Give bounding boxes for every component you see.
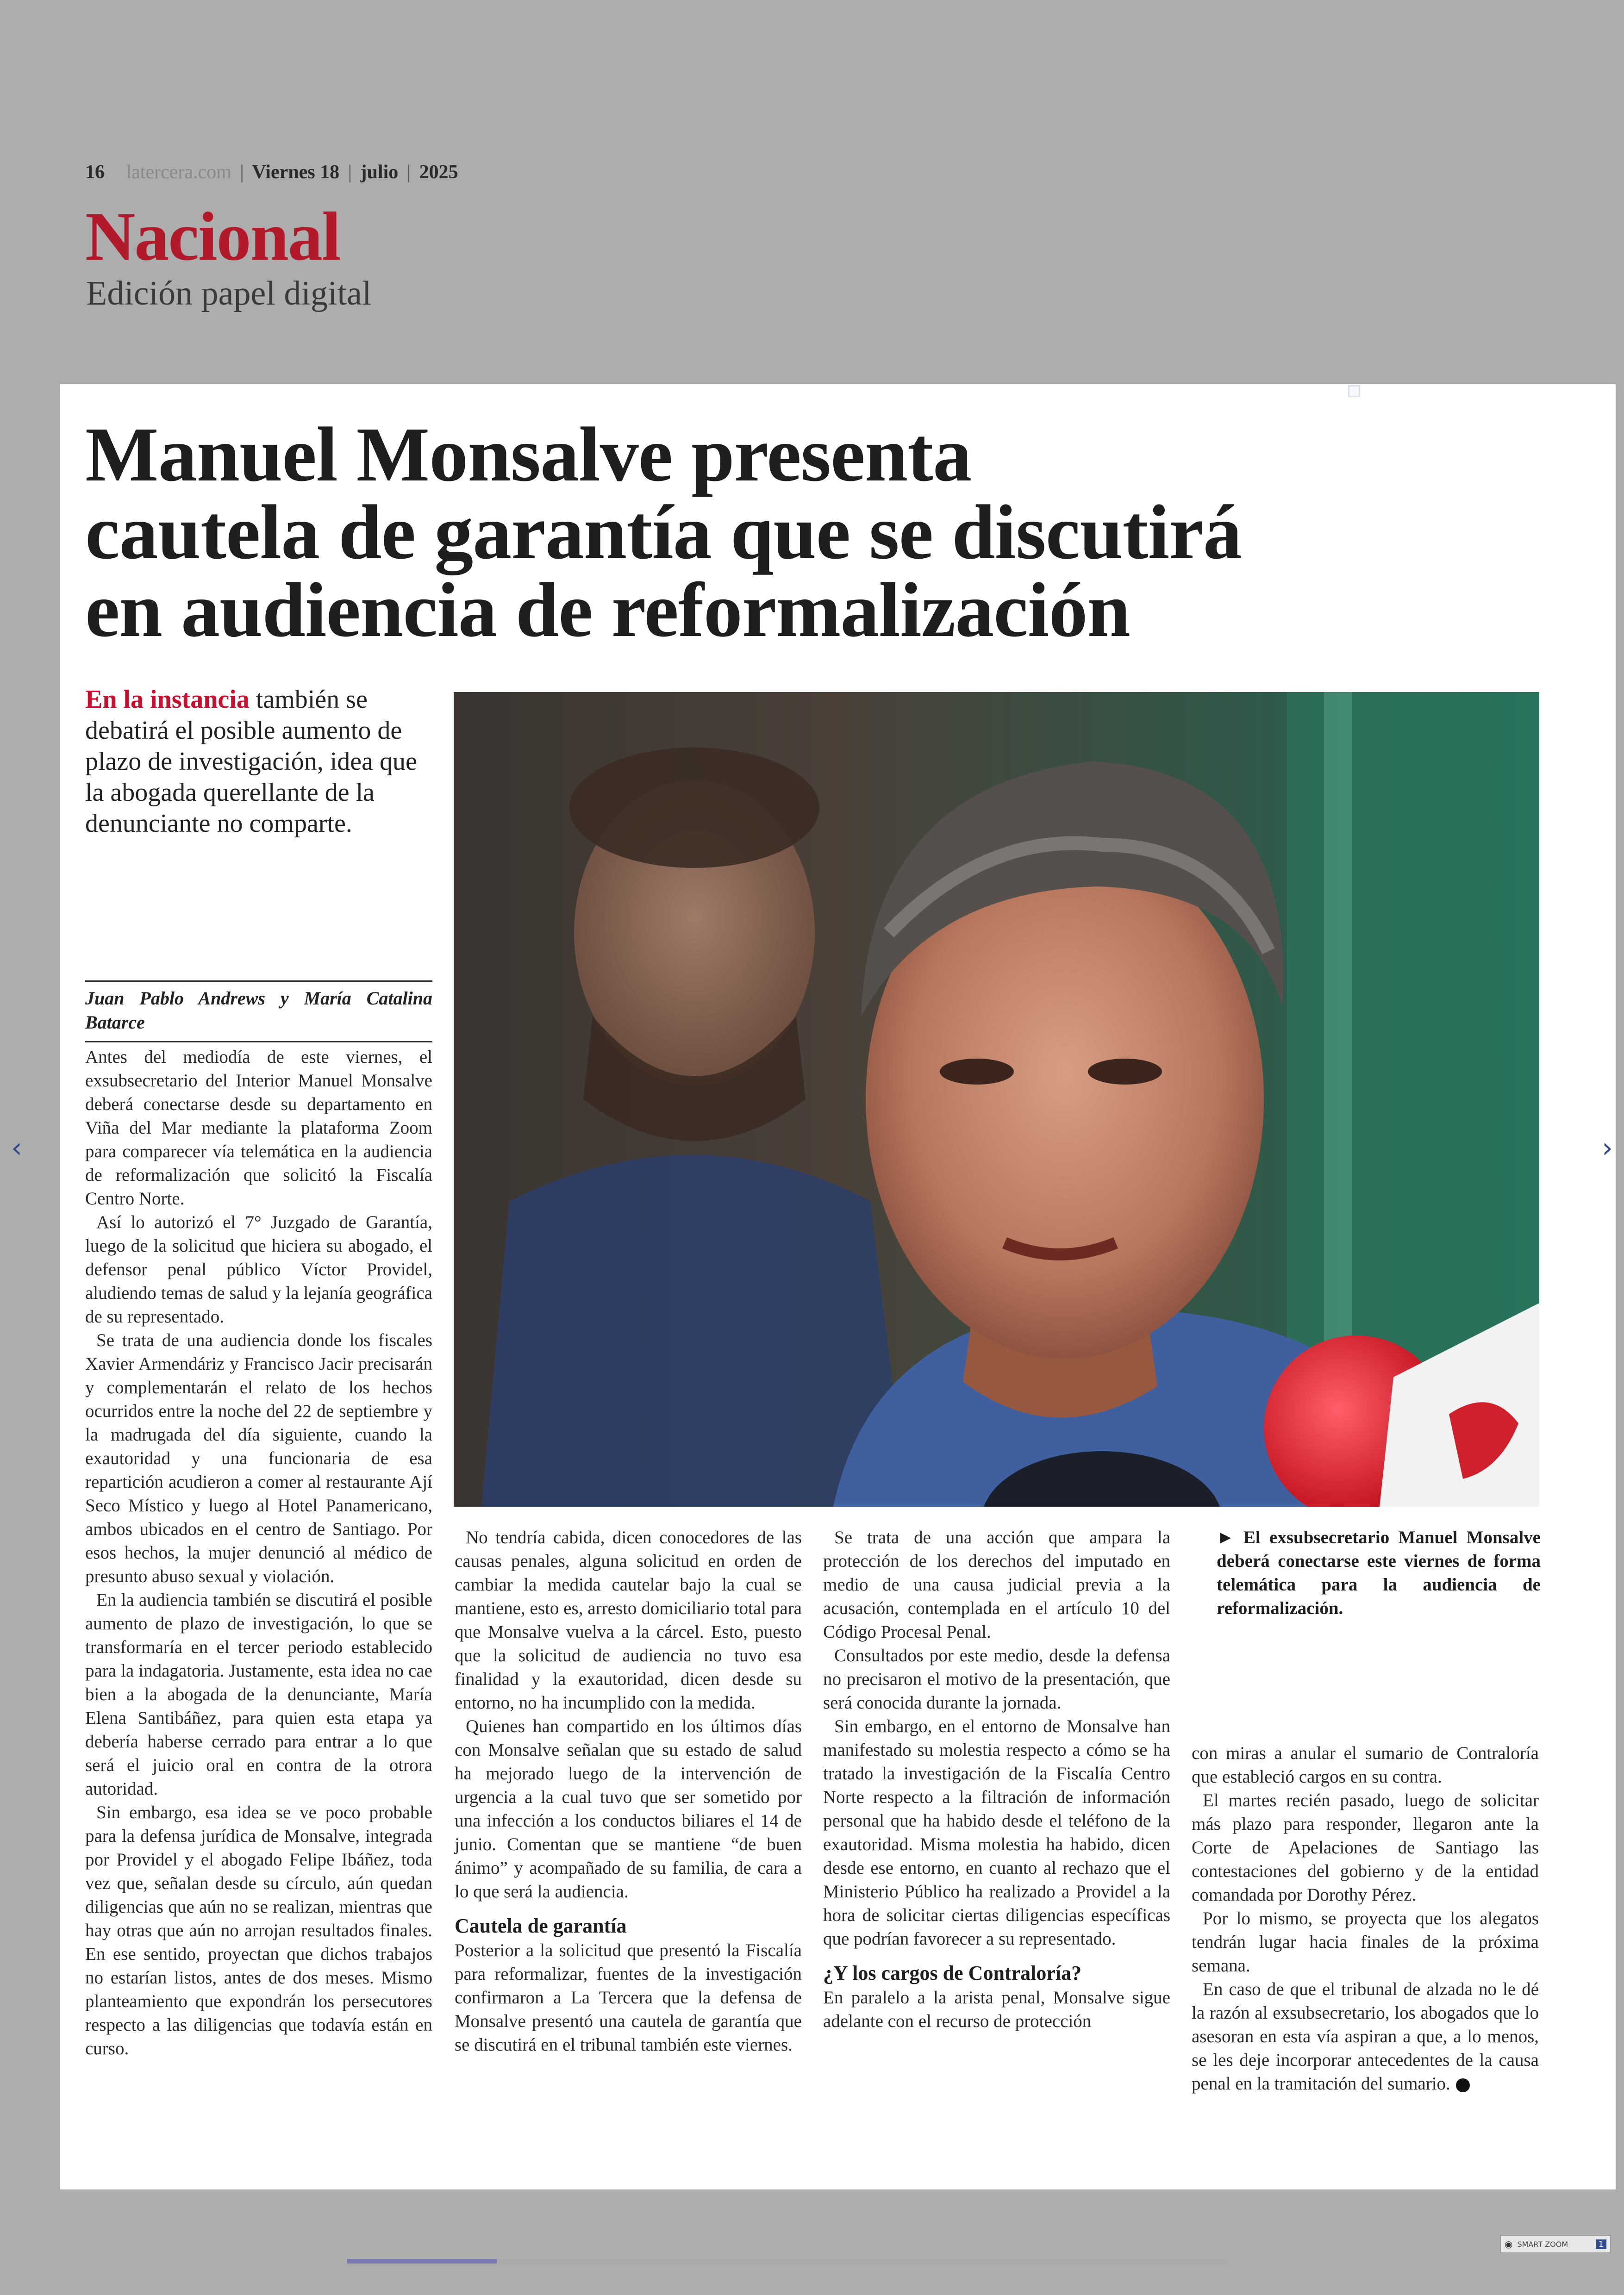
lead-text: también se debatirá el posible aumento de plazo de investigación, idea que la abogada querellante de la denunciante no comparte. <box>85 685 417 838</box>
paragraph: Por lo mismo, se proyecta que los alegatos tendrán lugar hacia finales de la próxima semana. <box>1192 1908 1539 1976</box>
subheading-cautela: Cautela de garantía <box>455 1915 627 1937</box>
paragraph: Se trata de una audiencia donde los fiscales Xavier Armendáriz y Francisco Jacir precisarán y complementarán el relato de los hechos ocurridos entre la noche del 22 de septiembre y la madrugada del día siguiente, cuando la exautoridad y una funcionaria de esa repartición acudieron a comer al restaurante Ají Seco Místico y luego al Hotel Panamericano, ambos ubicados en el centro de Santiago. Por esos hechos, la mujer denunció al médico de presunto abuso sexual y violación. <box>85 1330 432 1586</box>
article-byline: Juan Pablo Andrews y María Catalina Batarce <box>85 980 432 1042</box>
paragraph: Quienes han compartido en los últimos días con Monsalve señalan que su estado de salud ha mejorado luego de la intervención de urgencia a la cual tuvo que ser sometido por una infección a los conductos biliares el 14 de junio. Comentan que se mantiene “de buen ánimo” y acompañado de su familia, de cara a lo que será la audiencia. <box>455 1716 802 1902</box>
paragraph: Consultados por este medio, desde la defensa no precisaron el motivo de la presentación, que será conocida durante la jornada. <box>823 1646 1170 1713</box>
paragraph: Se trata de una acción que ampara la protección de los derechos del imputado en medio de una causa judicial previa a la acusación, contemplada en el artículo 10 del Código Procesal Penal. <box>823 1528 1170 1642</box>
paragraph: Así lo autorizó el 7° Juzgado de Garantía, luego de la solicitud que hiciera su abogado, el defensor penal público Víctor Providel, aludiendo temas de salud y la lejanía geográfica de su representado. <box>85 1212 432 1327</box>
publication-day: Viernes 18 <box>252 162 340 183</box>
paragraph: con miras a anular el sumario de Contraloría que estableció cargos en su contra. <box>1192 1743 1539 1787</box>
section-title: Nacional <box>85 198 340 275</box>
zoom-badge: 1 <box>1596 2239 1606 2249</box>
article-column-1 <box>85 1045 432 2060</box>
paragraph: No tendría cabida, dicen conocedores de las causas penales, alguna solicitud en orden de cambiar la medida cautelar bajo la cual se mantiene, esto es, arresto domiciliario total para que Monsalve vuelva a la cárcel. Esto, puesto que la solicitud de audiencia no tuvo esa finalidad y la exautoridad, dicen desde su entorno, no ha incumplido con la medida. <box>455 1528 802 1713</box>
article-column-4 <box>1192 1741 1539 2095</box>
page-meta <box>85 161 458 183</box>
publication-month: julio <box>360 162 399 183</box>
reading-progress-bar[interactable] <box>347 2259 1227 2264</box>
paragraph: Antes del mediodía de este viernes, el exsubsecretario del Interior Manuel Monsalve deberá conectarse desde su departamento en Viña del Mar mediante la plataforma Zoom para comparecer vía telemática en la audiencia de reformalización que solicitó la Fiscalía Centro Norte. <box>85 1047 432 1209</box>
headline-line: cautela de garantía que se discutirá <box>85 489 1242 575</box>
paragraph: En la audiencia también se discutirá el posible aumento de plazo de investigación, lo que se transformaría en el tercer periodo establecido para la indagatoria. Justamente, esta idea no cae bien a la abogada de la denunciante, María Elena Santibáñez, para quien esta etapa ya debería haberse cerrado para entrar a lo que será el juicio oral en contra de la otrora autoridad. <box>85 1590 432 1799</box>
article-headline <box>85 412 1474 653</box>
meta-separator: | <box>406 162 411 183</box>
page-number: 16 <box>85 162 105 183</box>
subheading-contraloria: ¿Y los cargos de Contraloría? <box>823 1962 1082 1984</box>
article-photo <box>454 692 1539 1507</box>
meta-separator: | <box>348 162 352 183</box>
article-column-3 <box>823 1526 1170 2033</box>
publication-year: 2025 <box>419 162 458 183</box>
eye-icon: ◉ <box>1505 2239 1513 2250</box>
reading-progress-fill <box>347 2259 497 2264</box>
paragraph: Sin embargo, esa idea se ve poco probable para la defensa jurídica de Monsalve, integrada por Providel y el abogado Felipe Ibáñez, toda vez que, señalan desde su círculo, aún quedan diligencias que aún no se realizan, mientras que hay otras que aún no arrojan resultados finales. En ese sentido, proyectan que dichos trabajos no estarían listos, antes de dos meses. Mismo planteamiento que expondrán los persecutores respecto a las diligencias que todavía están en curso. <box>85 1802 432 2058</box>
photo-caption: ► El exsubsecretario Manuel Monsalve deberá conectarse este viernes de forma telemática para la audiencia de reformalización. <box>1217 1528 1541 1618</box>
headline-line: en audiencia de reformalización <box>85 567 1130 653</box>
meta-separator: | <box>240 162 244 183</box>
bookmark-icon[interactable] <box>1348 385 1360 397</box>
article-lead <box>85 684 418 839</box>
paragraph: Posterior a la solicitud que presentó la Fiscalía para reformalizar, fuentes de la investigación confirmaron a La Tercera que la defensa de Monsalve presentó una cautela de garantía que se discutirá en el tribunal también este viernes. <box>455 1940 802 2055</box>
lead-accent: En la instancia <box>85 685 250 714</box>
paragraph: En paralelo a la arista penal, Monsalve sigue adelante con el recurso de protección <box>823 1988 1170 2031</box>
edition-label: Edición papel digital <box>86 274 372 312</box>
paragraph: Sin embargo, en el entorno de Monsalve han manifestado su molestia respecto a cómo se ha tratado la investigación de la Fiscalía Centro Norte respecto a la filtración de información personal que ha habido desde el teléfono de la exautoridad. Misma molestia ha habido, dicen desde ese entorno, en cuanto al rechazo que el Ministerio Público ha realizado a Providel a la hora de solicitar ciertas diligencias específicas que podrían favorecer a su representado. <box>823 1716 1170 1949</box>
previous-page-arrow-icon[interactable]: ‹ <box>11 1132 22 1164</box>
end-mark-icon <box>1456 2078 1470 2092</box>
smart-zoom-button[interactable] <box>1500 2235 1611 2253</box>
paragraph: El martes recién pasado, luego de solicitar más plazo para responder, llegaron ante la Corte de Apelaciones de Santiago las contestaciones del gobierno y de la entidad comandada por Dorothy Pérez. <box>1192 1790 1539 1905</box>
paragraph-text: En caso de que el tribunal de alzada no le dé la razón al exsubsecretario, los abogados que lo asesoran en esta vía aspiran a que, a lo menos, se les deje incorporar antecedentes de la causa penal en la tramitación del sumario. <box>1192 1979 1539 2094</box>
paragraph <box>1192 1977 1539 2095</box>
article-column-2 <box>455 1526 802 2057</box>
smart-zoom-label: SMART ZOOM <box>1517 2239 1568 2249</box>
headline-line: Manuel Monsalve presenta <box>85 412 972 498</box>
next-page-arrow-icon[interactable]: › <box>1602 1132 1613 1164</box>
site-name: latercera.com <box>126 162 231 183</box>
